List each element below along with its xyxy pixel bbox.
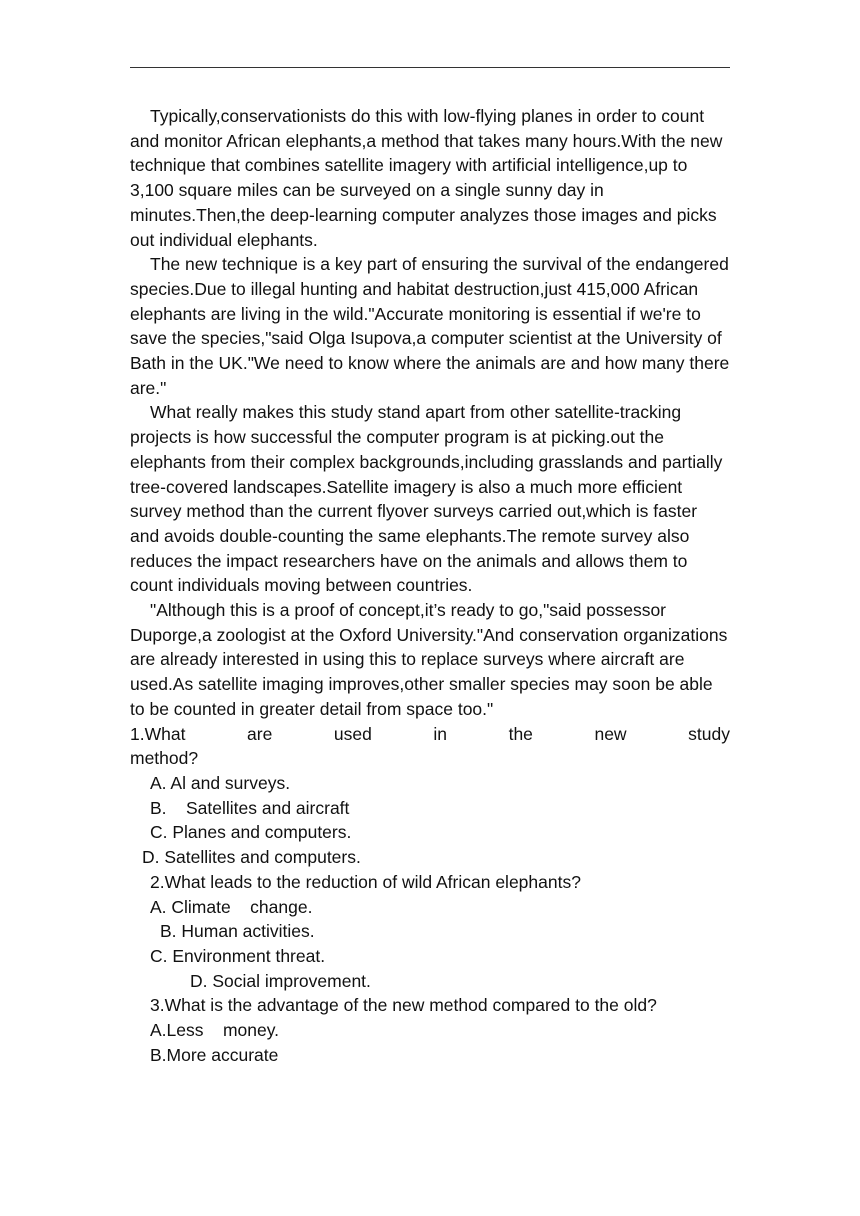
- question-3-option-a: A.Less money.: [150, 1020, 280, 1041]
- q1-word: new: [594, 723, 627, 744]
- question-1-stem: [130, 722, 730, 771]
- q1-word: 1.What: [130, 723, 186, 744]
- q1-word: used: [333, 723, 372, 744]
- q1-word: in: [433, 723, 448, 744]
- q1-word: study: [688, 723, 730, 744]
- q1-word: the: [508, 723, 533, 744]
- question-1-option-b: B. Satellites and aircraft: [150, 797, 350, 818]
- passage-paragraph-2: The new technique is a key part of ensuring the survival of the endangered species.Due to illegal hunting and habitat destruction,just 415,000 African elephants are living in the wild."Accurate monitoring is essential if we're to save the species,"said Olga Isupova,a computer scientist at the University of Bath in the UK."We need to know where the animals are and how many there are.": [130, 254, 730, 398]
- document-body: [130, 104, 730, 1067]
- header-rule: [130, 67, 730, 68]
- q1-stem-tail: method?: [130, 748, 199, 769]
- question-2-option-b: B. Human activities.: [160, 921, 315, 942]
- question-3-option-b: B.More accurate: [150, 1044, 279, 1065]
- question-1-option-d: D. Satellites and computers.: [142, 847, 361, 868]
- question-2-option-a: A. Climate change.: [150, 896, 313, 917]
- question-2-stem: 2.What leads to the reduction of wild African elephants?: [150, 871, 581, 892]
- passage-paragraph-1: Typically,conservationists do this with low-flying planes in order to count and monitor African elephants,a method that takes many hours.With the new technique that combines satellite imagery with artificial intelligence,up to 3,100 square miles can be surveyed on a single sunny day in minutes.Then,the deep-learning computer analyzes those images and picks out individual elephants.: [130, 106, 723, 250]
- question-2-option-d: D. Social improvement.: [190, 970, 371, 991]
- question-2-option-c: C. Environment threat.: [150, 945, 326, 966]
- question-1-option-c: C. Planes and computers.: [150, 822, 352, 843]
- passage-paragraph-3: What really makes this study stand apart from other satellite-tracking projects is how successful the computer program is at picking.out the elephants from their complex backgrounds,including grasslands and partially tree-covered landscapes.Satellite imagery is also a much more efficient survey method than the current flyover surveys carried out,which is faster and avoids double-counting the same elephants.The remote survey also reduces the impact researchers have on the animals and allows them to count individuals moving between countries.: [130, 402, 723, 596]
- passage-paragraph-4: "Although this is a proof of concept,it’s ready to go,"said possessor Duporge,a zoologist at the Oxford University."And conservation organizations are already interested in using this to replace surveys where aircraft are used.As satellite imaging improves,other smaller species may soon be able to be counted in greater detail from space too.": [130, 600, 728, 719]
- q1-word: are: [247, 723, 273, 744]
- question-1-option-a: A. Al and surveys.: [150, 772, 291, 793]
- question-3-stem: 3.What is the advantage of the new method compared to the old?: [150, 995, 657, 1016]
